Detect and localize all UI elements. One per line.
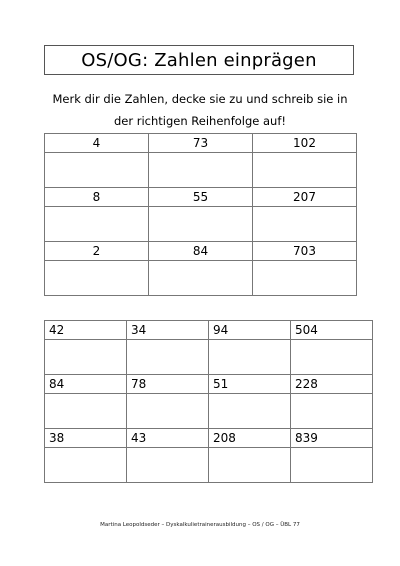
- number-cell: 34: [127, 321, 209, 340]
- number-table-four-columns: [44, 320, 373, 483]
- answer-row: [45, 261, 357, 296]
- answer-cell[interactable]: [45, 340, 127, 375]
- answer-row: [45, 394, 373, 429]
- number-cell: 504: [291, 321, 373, 340]
- answer-cell[interactable]: [149, 207, 253, 242]
- number-cell: 84: [45, 375, 127, 394]
- answer-cell[interactable]: [253, 153, 357, 188]
- answer-cell[interactable]: [45, 394, 127, 429]
- table-row: [45, 321, 373, 340]
- number-cell: 4: [45, 134, 149, 153]
- answer-cell[interactable]: [45, 261, 149, 296]
- number-cell: 839: [291, 429, 373, 448]
- table-row: [45, 188, 357, 207]
- table-row: [45, 375, 373, 394]
- answer-cell[interactable]: [149, 153, 253, 188]
- answer-cell[interactable]: [209, 448, 291, 483]
- table-row: [45, 429, 373, 448]
- answer-cell[interactable]: [45, 153, 149, 188]
- answer-cell[interactable]: [253, 261, 357, 296]
- answer-cell[interactable]: [209, 340, 291, 375]
- answer-cell[interactable]: [149, 261, 253, 296]
- number-cell: 42: [45, 321, 127, 340]
- number-cell: 55: [149, 188, 253, 207]
- number-cell: 84: [149, 242, 253, 261]
- answer-row: [45, 448, 373, 483]
- answer-cell[interactable]: [127, 448, 209, 483]
- answer-cell[interactable]: [45, 448, 127, 483]
- number-cell: 51: [209, 375, 291, 394]
- number-cell: 43: [127, 429, 209, 448]
- answer-cell[interactable]: [291, 340, 373, 375]
- number-cell: 78: [127, 375, 209, 394]
- answer-cell[interactable]: [253, 207, 357, 242]
- answer-cell[interactable]: [127, 394, 209, 429]
- number-cell: 208: [209, 429, 291, 448]
- number-cell: 703: [253, 242, 357, 261]
- instruction-text: [20, 88, 380, 132]
- number-cell: 94: [209, 321, 291, 340]
- answer-row: [45, 207, 357, 242]
- page-footer: Martina Leopoldseder – Dyskalkulietrainerausbildung – OS / OG – ÜBL 77: [100, 522, 300, 528]
- answer-cell[interactable]: [291, 394, 373, 429]
- number-cell: 102: [253, 134, 357, 153]
- number-cell: 228: [291, 375, 373, 394]
- worksheet-title: OS/OG: Zahlen einprägen: [44, 45, 354, 75]
- number-cell: 2: [45, 242, 149, 261]
- answer-cell[interactable]: [127, 340, 209, 375]
- number-cell: 8: [45, 188, 149, 207]
- instruction-line-2: der richtigen Reihenfolge auf!: [113, 114, 287, 128]
- instruction-line-1: Merk dir die Zahlen, decke sie zu und schreib sie in: [52, 92, 348, 106]
- table-row: [45, 242, 357, 261]
- answer-cell[interactable]: [209, 394, 291, 429]
- answer-cell[interactable]: [45, 207, 149, 242]
- number-table-three-columns: [44, 133, 357, 296]
- table-row: [45, 134, 357, 153]
- number-cell: 73: [149, 134, 253, 153]
- number-cell: 207: [253, 188, 357, 207]
- answer-cell[interactable]: [291, 448, 373, 483]
- number-cell: 38: [45, 429, 127, 448]
- answer-row: [45, 153, 357, 188]
- answer-row: [45, 340, 373, 375]
